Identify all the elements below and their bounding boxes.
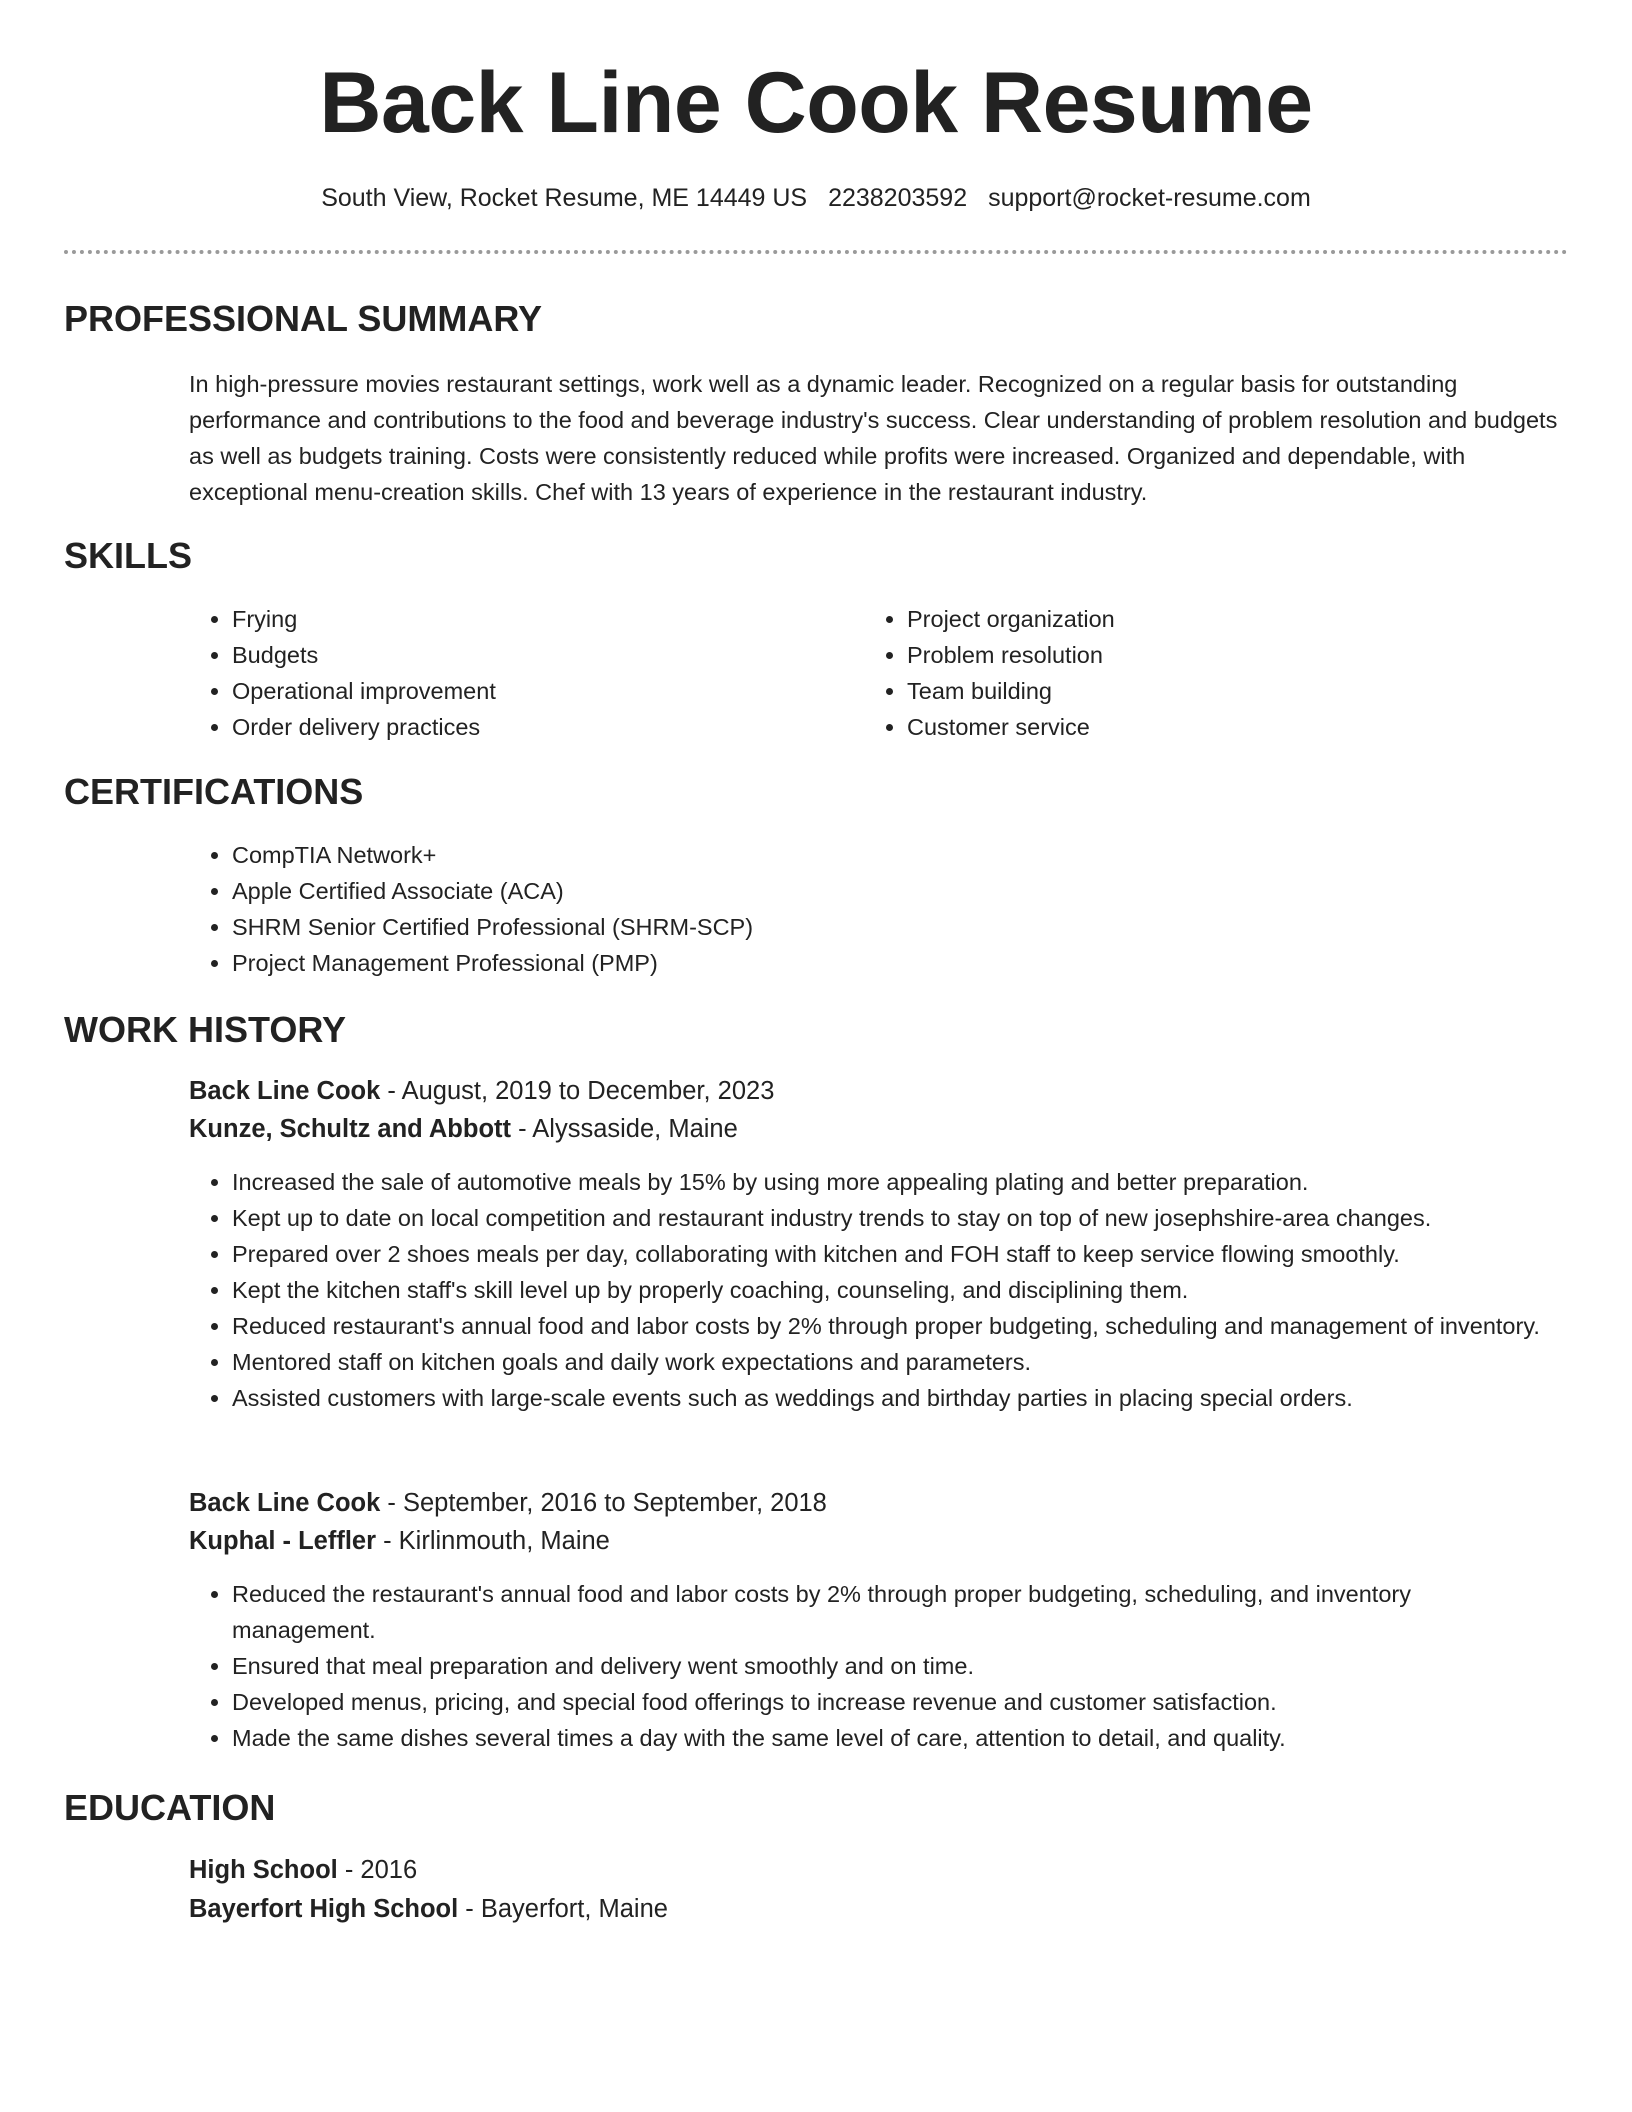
job-company: Kuphal - Leffler [189,1527,377,1555]
job-bullet: • Reduced restaurant's annual food and labor costs by 2% through proper budgeting, scheduling and management of inventory. [232,1308,1572,1344]
certifications-list [189,837,1532,981]
education-school: Bayerfort High School [189,1895,459,1923]
job-dates: - August, 2019 to December, 2023 [380,1077,775,1105]
section-title-summary: PROFESSIONAL SUMMARY [64,298,543,339]
job-location: - Kirlinmouth, Maine [376,1527,610,1555]
education-degree-line [189,1852,417,1888]
certification-item: • SHRM Senior Certified Professional (SHRM-SCP) [232,909,1532,945]
skill-item: • Budgets [232,637,832,673]
section-title-work-history: WORK HISTORY [64,1009,347,1050]
skill-item: • Frying [232,601,832,637]
job-location: - Alyssaside, Maine [511,1115,738,1143]
skill-item: • Project organization [907,601,1507,637]
skill-item: • Order delivery practices [232,709,832,745]
job-bullet: • Developed menus, pricing, and special food offerings to increase revenue and customer satisfaction. [232,1684,1552,1720]
skill-item: • Team building [907,673,1507,709]
contact-info [0,181,1632,215]
job-bullet: • Kept the kitchen staff's skill level up by properly coaching, counseling, and disciplining them. [232,1272,1572,1308]
job-bullets [189,1164,1572,1416]
job-bullet: • Made the same dishes several times a day with the same level of care, attention to detail, and quality. [232,1720,1552,1756]
education-degree: High School [189,1856,338,1884]
section-title-education: EDUCATION [64,1787,276,1828]
job-bullet: • Ensured that meal preparation and delivery went smoothly and on time. [232,1648,1552,1684]
summary-text: In high-pressure movies restaurant settings, work well as a dynamic leader. Recognized on a regular basis for outstanding performance and contributions to the food and beverage industry's success. Clear understanding of problem resolution and budgets as well as budgets training. Costs were consistently reduced while profits were increased. Organized and dependable, with exceptional menu-creation skills. Chef with 13 years of experience in the restaurant industry. [189,371,1558,505]
job-title: Back Line Cook [189,1077,381,1105]
job-bullet: • Kept up to date on local competition and restaurant industry trends to stay on top of new josephshire-area changes. [232,1200,1572,1236]
education-year: - 2016 [337,1856,418,1884]
education-school-line [189,1891,668,1927]
skill-item: • Customer service [907,709,1507,745]
job-bullet: • Assisted customers with large-scale events such as weddings and birthday parties in placing special orders. [232,1380,1572,1416]
contact-phone: 2238203592 [828,184,968,212]
job-bullet: • Mentored staff on kitchen goals and daily work expectations and parameters. [232,1344,1572,1380]
certification-item: • Apple Certified Associate (ACA) [232,873,1532,909]
job-company-line [189,1111,738,1147]
header-divider [64,250,1568,254]
contact-email: support@rocket-resume.com [988,184,1311,212]
skill-item: • Operational improvement [232,673,832,709]
job-bullet: • Increased the sale of automotive meals by 15% by using more appealing plating and better preparation. [232,1164,1572,1200]
skills-list-right [864,601,1507,745]
contact-address: South View, Rocket Resume, ME 14449 US [321,184,808,212]
certification-item: • CompTIA Network+ [232,837,1532,873]
job-title: Back Line Cook [189,1489,381,1517]
job-bullet: • Reduced the restaurant's annual food and labor costs by 2% through proper budgeting, scheduling, and inventory management. [232,1576,1552,1648]
job-bullets [189,1576,1552,1756]
skills-list-left [189,601,832,745]
job-title-line [189,1073,774,1109]
job-company: Kunze, Schultz and Abbott [189,1115,512,1143]
section-title-skills: SKILLS [64,535,193,576]
job-bullet: • Prepared over 2 shoes meals per day, collaborating with kitchen and FOH staff to keep service flowing smoothly. [232,1236,1572,1272]
job-title-line [189,1485,827,1521]
resume-title: Back Line Cook Resume [319,55,1313,151]
certification-item: • Project Management Professional (PMP) [232,945,1532,981]
job-dates: - September, 2016 to September, 2018 [380,1489,827,1517]
section-title-certifications: CERTIFICATIONS [64,771,364,812]
education-location: - Bayerfort, Maine [458,1895,668,1923]
job-company-line [189,1523,610,1559]
skill-item: • Problem resolution [907,637,1507,673]
